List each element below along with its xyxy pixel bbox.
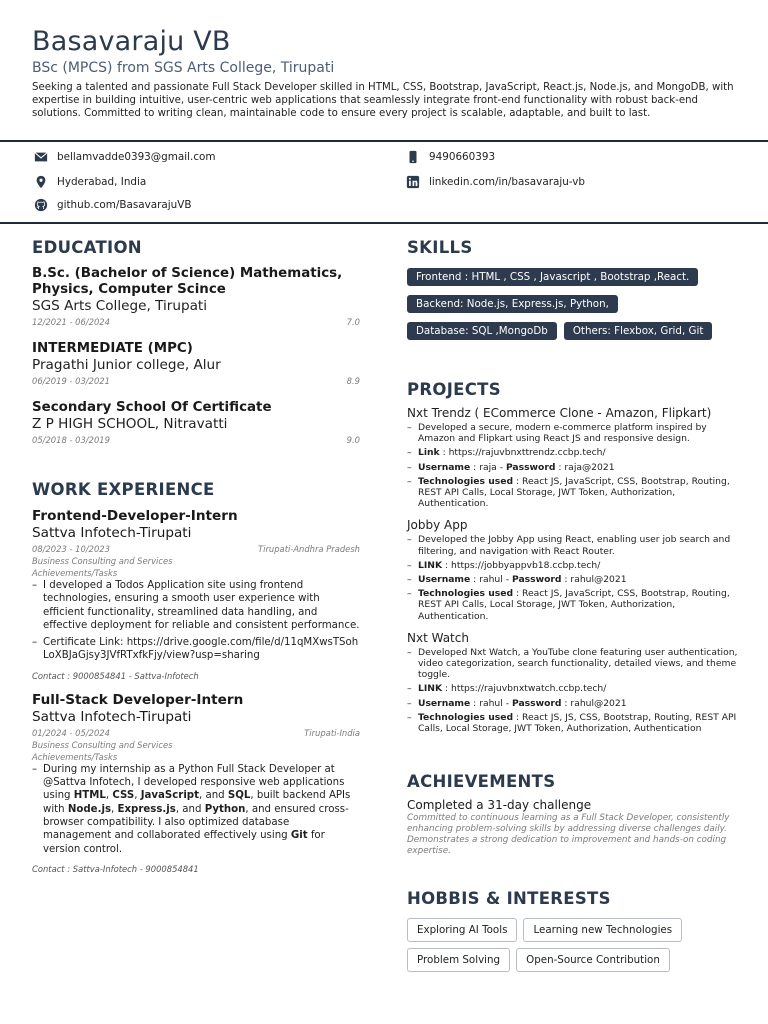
hobby-tag: Problem Solving (407, 948, 510, 972)
project-tech: – Technologies used : React JS, JS, CSS, Bootstrap, Routing, REST API Calls, Local Storage, JWT Token, Authorization, Authentication (407, 712, 743, 734)
right-column (407, 238, 743, 972)
candidate-subtitle: BSc (MPCS) from SGS Arts College, Tirupati (32, 60, 335, 76)
job-bullets (32, 763, 360, 856)
project-link[interactable]: – LINK : https://jobbyappvb18.ccbp.tech/ (407, 560, 743, 571)
job-company: Sattva Infotech-Tirupati (32, 525, 192, 541)
project-details (407, 534, 743, 621)
project-item (407, 518, 743, 621)
skills-row (407, 268, 743, 286)
project-link[interactable]: – LINK : https://rajuvbnxtwatch.ccbp.tech/ (407, 683, 743, 694)
education-degree: INTERMEDIATE (MPC) (32, 341, 193, 356)
education-dates: 05/2018 - 03/2019 (32, 435, 110, 445)
job-tasks-label: Achievements/Tasks (32, 751, 118, 762)
project-desc: – Developed Nxt Watch, a YouTube clone featuring user authentication, video categorization, search functionality, detailed views, and theme toggle. (407, 647, 743, 681)
job-contact-value: Sattva-Infotech - 9000854841 (72, 863, 199, 874)
job-title: Full-Stack Developer-Intern (32, 691, 244, 708)
github-text: github.com/BasavarajuVB (57, 199, 192, 211)
education-score: 7.0 (346, 317, 360, 327)
job-item (32, 692, 360, 875)
job-contact (32, 863, 360, 875)
job-industry: Business Consulting and Services (32, 556, 173, 566)
linkedin-icon (406, 175, 420, 189)
project-link[interactable]: – Link : https://rajuvbnxttrendz.ccbp.tech/ (407, 447, 743, 458)
education-school: Z P HIGH SCHOOL, Nitravatti (32, 416, 228, 432)
hobbies-row (407, 948, 743, 972)
education-school: SGS Arts College, Tirupati (32, 298, 208, 314)
project-details (407, 647, 743, 734)
divider-bottom (0, 222, 768, 224)
job-location: Tirupati-Andhra Pradesh (258, 544, 360, 554)
job-title: Frontend-Developer-Intern (32, 508, 238, 524)
hobby-tag: Open-Source Contribution (516, 948, 670, 972)
job-tasks-label: Achievements/Tasks (32, 568, 118, 578)
job-meta (32, 727, 360, 739)
achievements-heading: ACHIEVEMENTS (407, 772, 556, 792)
achievement-title: Completed a 31-day challenge (407, 798, 592, 813)
education-item (32, 341, 360, 387)
job-contact-value: 9000854841 - Sattva-Infotech (72, 670, 199, 681)
email-text: bellamvadde0393@gmail.com (57, 151, 216, 163)
education-school: Pragathi Junior college, Alur (32, 357, 221, 373)
job-dates: 08/2023 - 10/2023 (32, 544, 110, 554)
contact-linkedin[interactable] (406, 175, 585, 189)
contact-github[interactable] (34, 198, 191, 212)
summary: Seeking a talented and passionate Full Stack Developer skilled in HTML, CSS, Bootstrap, JavaScript, React.js, Node.js, and MongoDB, with expertise in building intuitive, user-centric web applications that seamlessly integrate front-end functionality with robust back-end solutions. Committed to writing clean, maintainable code to ensure every project is scalable, adaptable, and built to last. (32, 82, 734, 120)
achievement-desc: Committed to continuous learning as a Full Stack Developer, consistently enhancing problem-solving skills by addressing diverse challenges daily. Demonstrates a strong dedication to improvement and hands-on coding expertise. (407, 813, 730, 857)
contact-email[interactable] (34, 150, 216, 164)
education-heading: EDUCATION (32, 238, 142, 257)
phone-text: 9490660393 (429, 151, 496, 163)
job-meta (32, 543, 360, 555)
divider-top (0, 140, 768, 142)
job-bullet: – I developed a Todos Application site using frontend technologies, ensuring a smooth user experience with efficient functionality, streamlined data handling, and effective deployment for reliable and consistent performance. (32, 579, 360, 632)
skill-pill: Others: Flexbox, Grid, Git (564, 322, 713, 340)
education-dates: 12/2021 - 06/2024 (32, 317, 110, 327)
project-name: Nxt Trendz ( ECommerce Clone - Amazon, Flipkart) (407, 406, 712, 420)
location-pin-icon (34, 175, 48, 189)
email-icon (34, 150, 48, 164)
project-item (407, 631, 743, 734)
hobby-tag: Exploring AI Tools (407, 918, 517, 942)
education-score: 8.9 (346, 376, 360, 386)
phone-icon (406, 150, 420, 164)
project-item (407, 406, 743, 509)
job-location: Tirupati-India (304, 727, 360, 738)
job-industry: Business Consulting and Services (32, 739, 173, 750)
education-meta (32, 375, 360, 387)
hobbies-heading: HOBBIS & INTERESTS (407, 889, 611, 909)
linkedin-text: linkedin.com/in/basavaraju-vb (429, 176, 586, 188)
project-tech: – Technologies used : React JS, JavaScript, CSS, Bootstrap, Routing, REST API Calls, Local Storage, JWT Token, Authorization, Authentication. (407, 588, 743, 622)
job-contact (32, 670, 360, 682)
hobby-tag: Learning new Technologies (523, 918, 682, 942)
project-details (407, 422, 743, 509)
skills-heading: SKILLS (407, 238, 473, 257)
contact-location (34, 175, 146, 189)
skills-row (407, 322, 743, 340)
project-desc: – Developed the Jobby App using React, enabling user job search and filtering, and navigation with React Router. (407, 534, 743, 556)
education-degree: B.Sc. (Bachelor of Science) Mathematics, Physics, Computer Scince (32, 266, 343, 297)
left-column (32, 238, 360, 875)
contact-phone[interactable] (406, 150, 495, 164)
education-meta (32, 316, 360, 328)
project-name: Jobby App (407, 518, 468, 533)
job-contact-label: Contact : (32, 863, 71, 874)
project-tech: – Technologies used : React JS, JavaScript, CSS, Bootstrap, Routing, REST API Calls, Local Storage, JWT Token, Authorization, Authentication. (407, 476, 743, 510)
job-bullet-certificate-link[interactable]: – Certificate Link: https://drive.google.com/file/d/11qMXwsTSohLoXBJaGjsy3JVfRTxfkFjy/view?usp=sharing (32, 636, 360, 663)
education-item (32, 266, 360, 328)
skill-pill: Database: SQL ,MongoDb (407, 322, 557, 340)
education-dates: 06/2019 - 03/2021 (32, 376, 110, 386)
education-degree: Secondary School Of Certificate (32, 400, 272, 415)
project-credentials: – Username : rahul - Password : rahul@2021 (407, 574, 743, 585)
job-company: Sattva Infotech-Tirupati (32, 708, 192, 725)
skills-row (407, 295, 743, 313)
skill-pill: Backend: Node.js, Express.js, Python, (407, 295, 618, 313)
projects-heading: PROJECTS (407, 380, 501, 399)
education-score: 9.0 (346, 435, 360, 445)
education-meta (32, 434, 360, 446)
project-name: Nxt Watch (407, 630, 469, 645)
job-item (32, 508, 360, 682)
project-credentials: – Username : rahul - Password : rahul@2021 (407, 698, 743, 709)
resume-header (32, 26, 742, 121)
work-heading: WORK EXPERIENCE (32, 480, 215, 499)
job-dates: 01/2024 - 05/2024 (32, 727, 110, 738)
skill-pill: Frontend : HTML , CSS , Javascript , Bootstrap ,React. (407, 268, 698, 286)
location-text: Hyderabad, India (57, 176, 147, 188)
job-bullets (32, 579, 360, 663)
project-desc: – Developed a secure, modern e-commerce platform inspired by Amazon and Flipkart using React JS and responsive design. (407, 422, 743, 444)
candidate-name: Basavaraju VB (32, 26, 231, 57)
github-icon (34, 198, 48, 212)
project-credentials: – Username : raja - Password : raja@2021 (407, 462, 743, 473)
hobbies-row (407, 918, 743, 942)
job-contact-label: Contact : (32, 670, 71, 681)
job-bullet: – During my internship as a Python Full Stack Developer at @Sattva Infotech, I developed responsive web applications using HTML, CSS, JavaScript, and SQL, built backend APIs with Node.js, Express.js, and Python, and ensured cross-browser compatibility. I also optimized database management and collaborated effectively using Git for version control. (32, 763, 360, 856)
education-item (32, 400, 360, 446)
